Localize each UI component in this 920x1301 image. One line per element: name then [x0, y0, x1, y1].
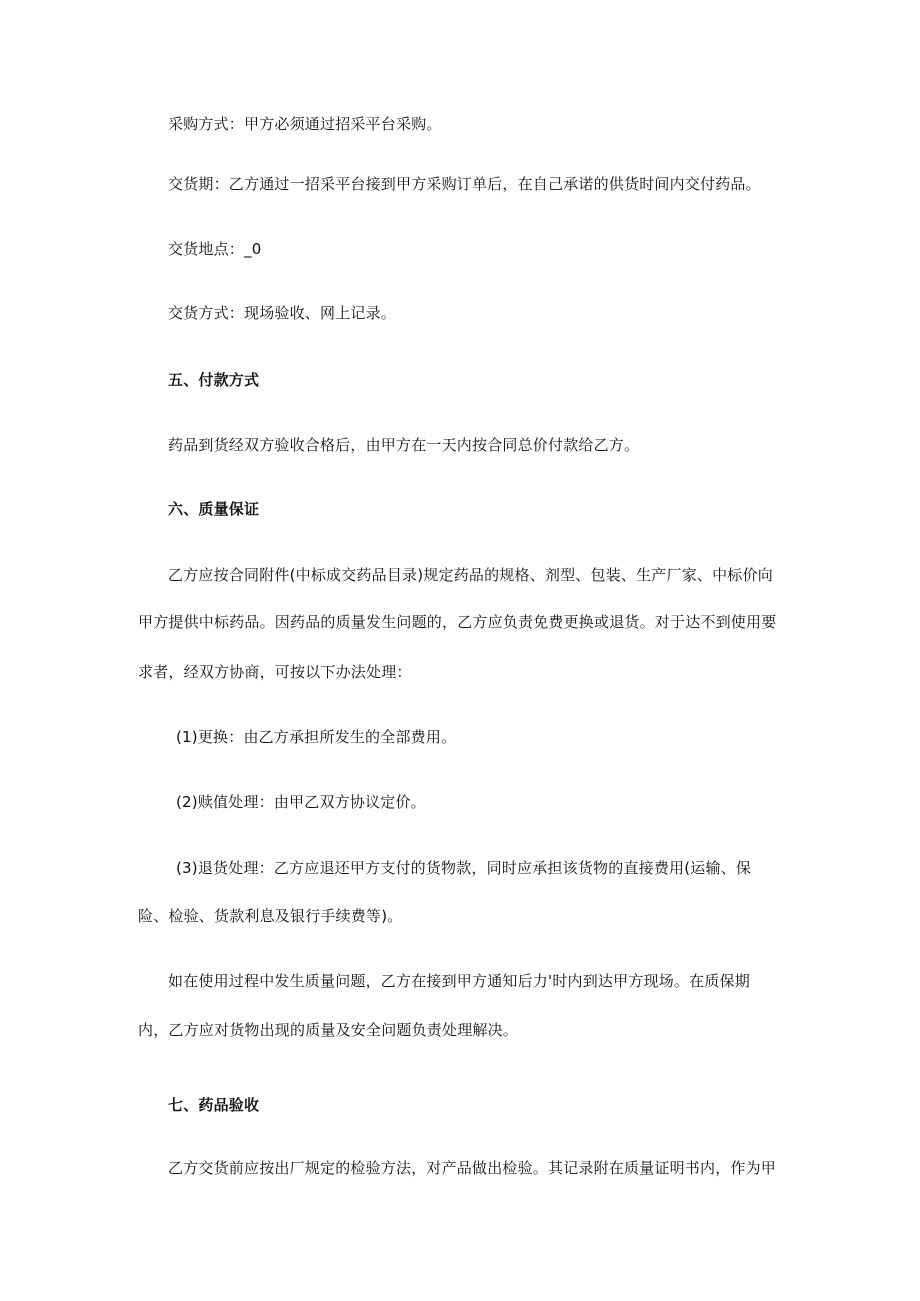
purchase-method-line: 采购方式：甲方必须通过招采平台采购。 — [168, 115, 442, 133]
section-heading-inspection: 七、药品验收 — [168, 1096, 260, 1114]
section-heading-payment: 五、付款方式 — [168, 371, 260, 389]
option-replace-line: (1)更换：由乙方承担所发生的全部费用。 — [176, 728, 457, 746]
delivery-location-line: 交货地点：_0 — [168, 240, 262, 258]
option-return-line-1: (3)退货处理：乙方应退还甲方支付的货物款，同时应承担该货物的直接费用(运输、保 — [176, 859, 752, 877]
delivery-method-line: 交货方式：现场验收、网上记录。 — [168, 304, 397, 322]
inspection-paragraph-line-1: 乙方交货前应按出厂规定的检验方法，对产品做出检验。其记录附在质量证明书内，作为甲 — [168, 1159, 777, 1177]
onsite-paragraph-line-1: 如在使用过程中发生质量问题，乙方在接到甲方通知后力'时内到达甲方现场。在质保期 — [168, 972, 750, 990]
payment-text-line: 药品到货经双方验收合格后，由甲方在一天内按合同总价付款给乙方。 — [168, 436, 640, 454]
quality-paragraph-line-3: 求者，经双方协商，可按以下办法处理： — [138, 663, 412, 681]
option-return-line-2: 险、检验、货款利息及银行手续费等)。 — [138, 907, 403, 925]
option-discount-line: (2)赎值处理：由甲乙双方协议定价。 — [176, 793, 426, 811]
section-heading-quality: 六、质量保证 — [168, 500, 260, 518]
onsite-paragraph-line-2: 内，乙方应对货物出现的质量及安全问题负责处理解决。 — [138, 1021, 519, 1039]
quality-paragraph-line-2: 甲方提供中标药品。因药品的质量发生问题的，乙方应负责免费更换或退货。对于达不到使用要 — [138, 613, 777, 631]
quality-paragraph-line-1: 乙方应按合同附件(中标成交药品目录)规定药品的规格、剂型、包装、生产厂家、中标价向 — [168, 566, 773, 584]
delivery-period-line: 交货期：乙方通过一招采平台接到甲方采购订单后，在自己承诺的供货时间内交付药品。 — [168, 175, 761, 193]
